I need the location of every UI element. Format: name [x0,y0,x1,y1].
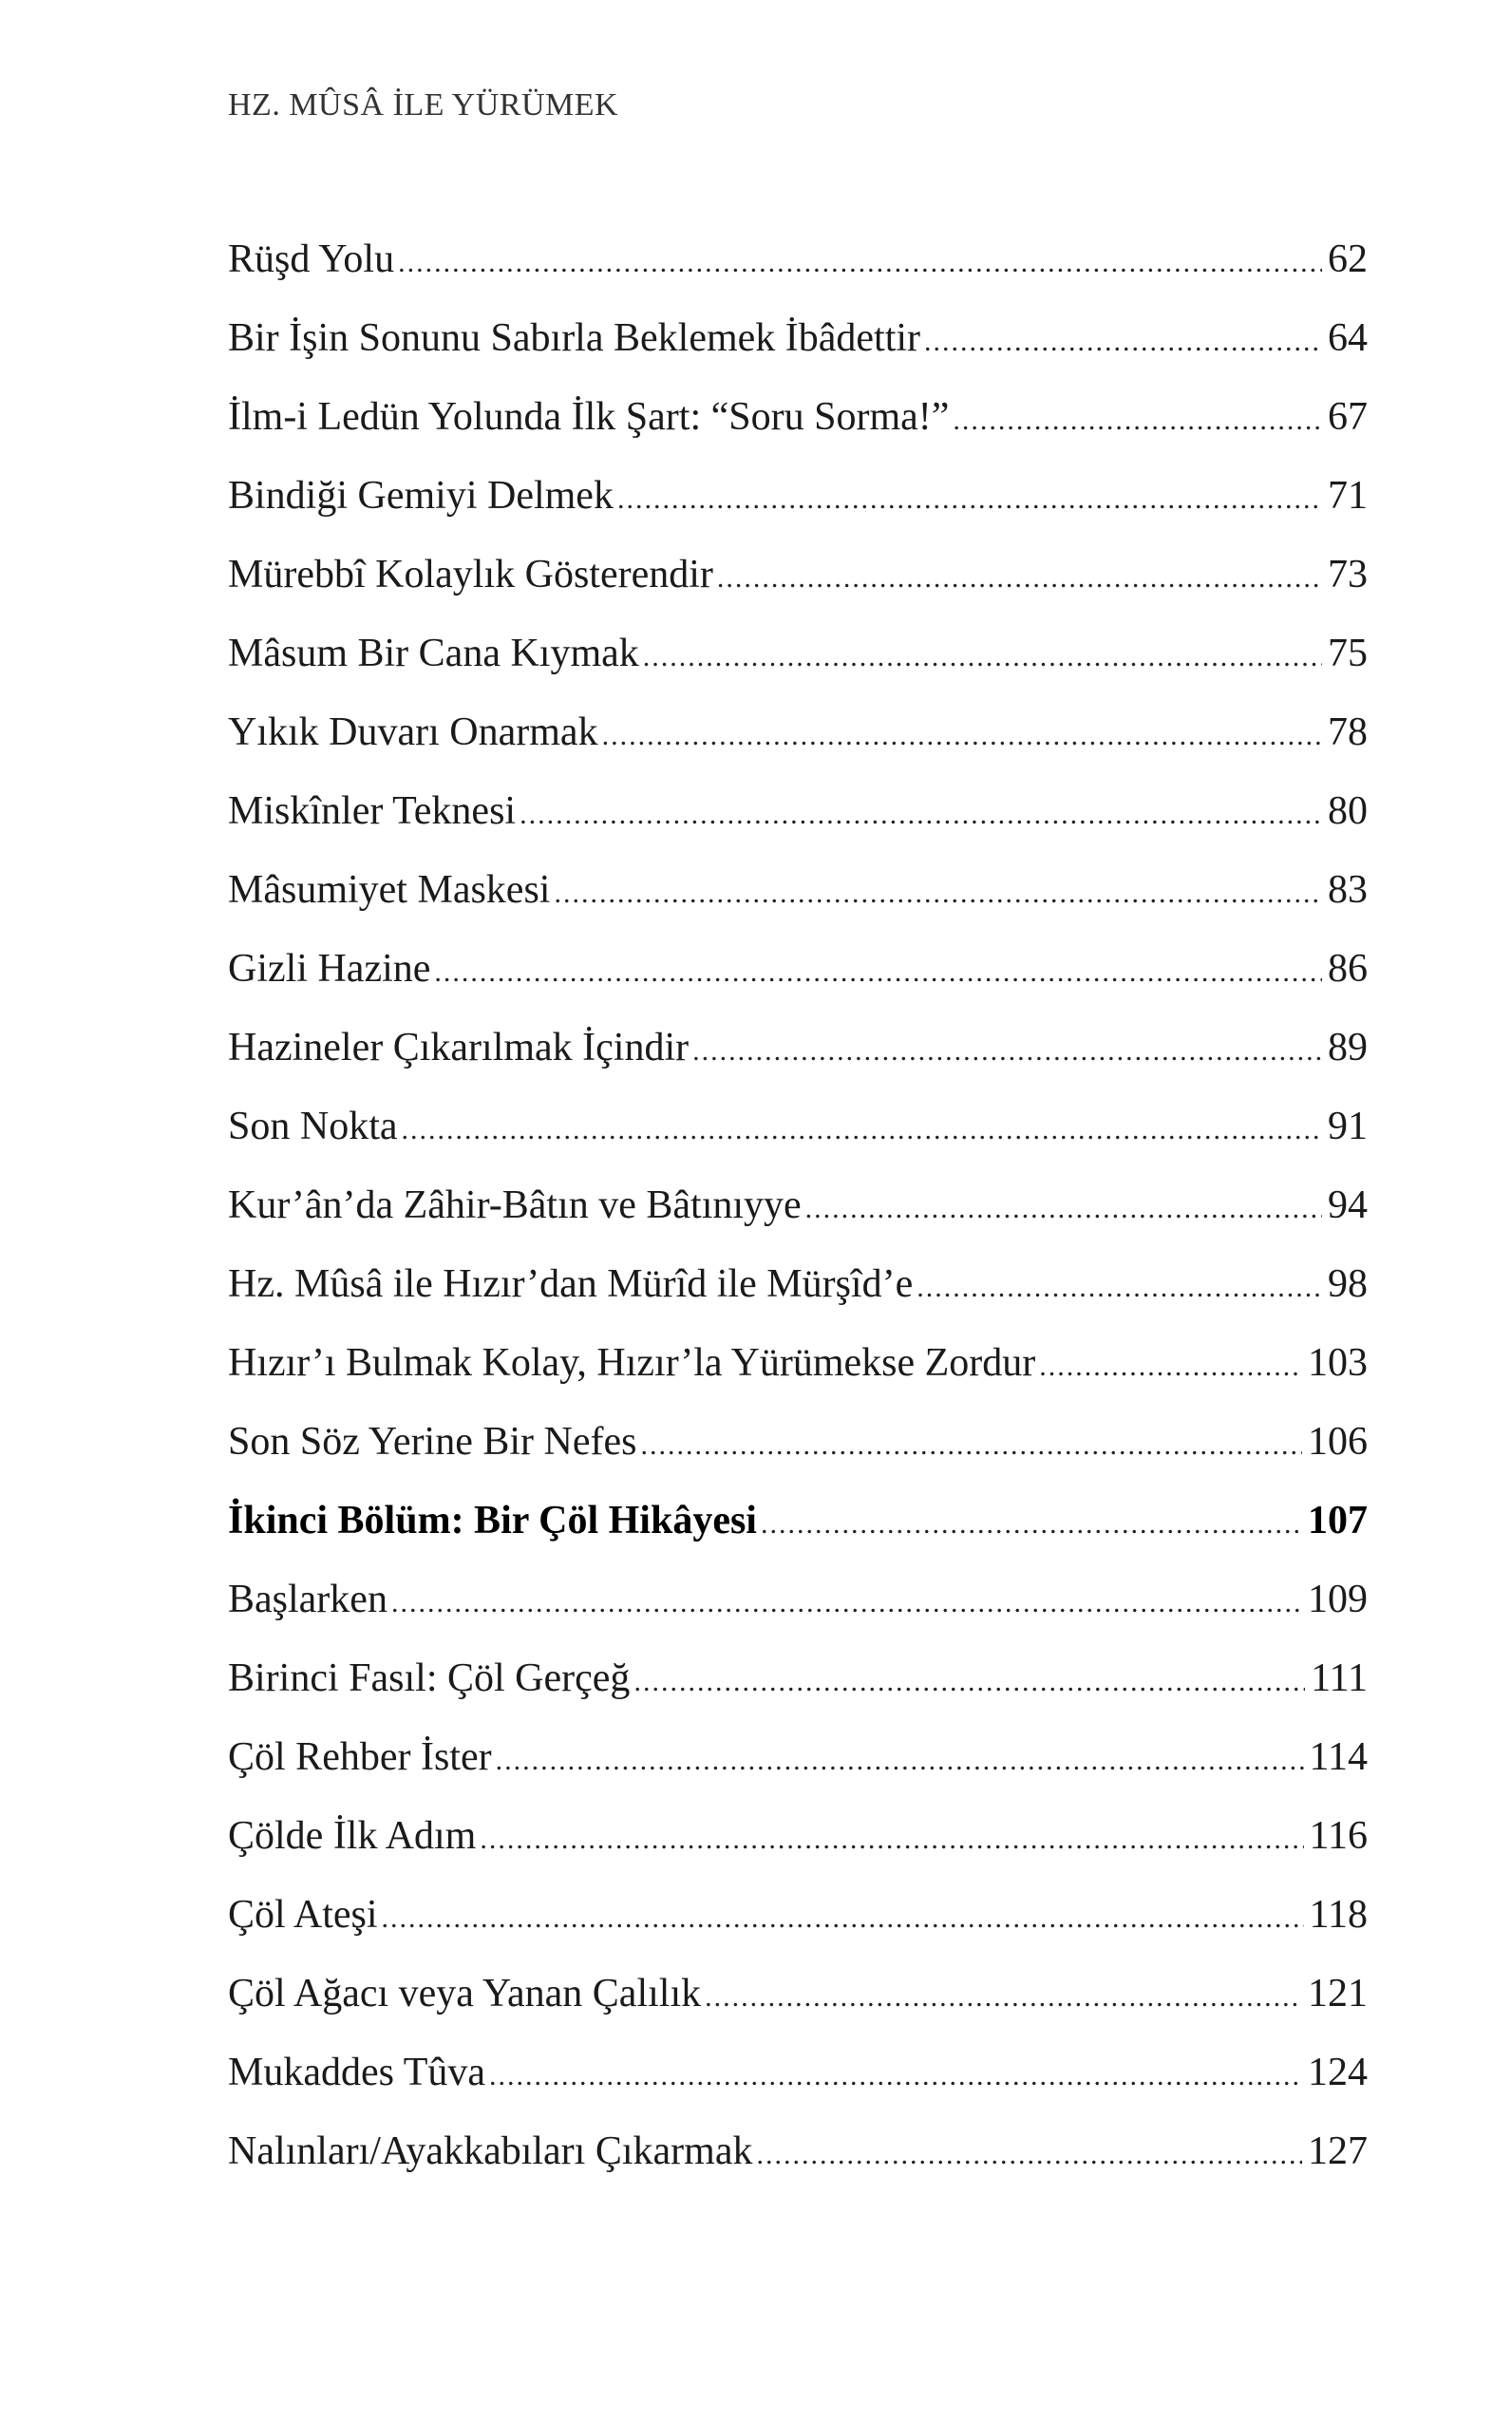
toc-entry-title: Çölde İlk Adım [228,1814,477,1858]
toc-entry-title: Çöl Ateşi [228,1893,378,1937]
toc-entry-title: Rüşd Yolu [228,237,395,281]
toc-entry [228,1403,1368,1482]
toc-entry-title: Bir İşin Sonunu Sabırla Beklemek İbâdettir [228,316,921,360]
toc-entry-title: Mâsum Bir Cana Kıymak [228,632,639,675]
toc-entry-page-number: 103 [1308,1341,1368,1385]
toc-dot-leader [554,854,1322,930]
toc-dot-leader [640,1406,1302,1482]
toc-dot-leader [924,302,1322,378]
toc-dot-leader [391,1563,1302,1639]
toc-entry-page-number: 73 [1328,553,1368,596]
toc-dot-leader [489,2036,1302,2112]
toc-dot-leader [1039,1327,1302,1403]
toc-entry-title: Bindiği Gemiyi Delmek [228,474,614,518]
table-of-contents [228,220,1368,2191]
toc-entry [228,1718,1368,1797]
toc-entry [228,299,1368,378]
toc-dot-leader [520,775,1322,851]
toc-dot-leader [756,2115,1302,2191]
toc-entry-title: Miskînler Teknesi [228,789,517,833]
toc-entry [228,1797,1368,1876]
toc-entry [228,1561,1368,1639]
toc-entry-title: Mâsumiyet Maskesi [228,868,551,912]
running-head: HZ. MÛSÂ İLE YÜRÜMEK [228,87,619,123]
toc-dot-leader [717,539,1322,615]
toc-entry-page-number: 78 [1328,710,1368,754]
toc-entry-page-number: 67 [1328,395,1368,439]
toc-entry [228,930,1368,1009]
toc-entry-page-number: 62 [1328,237,1368,281]
toc-entry [228,2112,1368,2191]
toc-dot-leader [633,1642,1305,1718]
toc-entry [228,1876,1368,1955]
toc-dot-leader [602,696,1322,772]
toc-entry-page-number: 91 [1328,1105,1368,1148]
toc-dot-leader [692,1012,1322,1088]
toc-entry-page-number: 83 [1328,868,1368,912]
toc-entry [228,1088,1368,1166]
toc-entry-title: Çöl Rehber İster [228,1735,492,1779]
toc-entry-title: Gizli Hazine [228,947,431,991]
toc-entry-page-number: 127 [1308,2129,1368,2173]
toc-entry-title: Hz. Mûsâ ile Hızır’dan Mürîd ile Mürşîd’e [228,1262,914,1306]
toc-dot-leader [917,1248,1322,1324]
toc-entry-title: Hızır’ı Bulmak Kolay, Hızır’la Yürümekse Zordur [228,1341,1036,1385]
toc-entry [228,220,1368,299]
toc-entry-page-number: 114 [1309,1735,1368,1779]
toc-entry-page-number: 75 [1328,632,1368,675]
toc-entry-page-number: 71 [1328,474,1368,518]
toc-entry-page-number: 94 [1328,1183,1368,1227]
toc-dot-leader [496,1721,1304,1797]
toc-dot-leader [382,1879,1304,1955]
toc-entry [228,2034,1368,2112]
toc-entry-title: Hazineler Çıkarılmak İçindir [228,1026,690,1069]
toc-entry-page-number: 106 [1308,1420,1368,1464]
toc-entry-title: Başlarken [228,1578,387,1621]
toc-entry-title: Çöl Ağacı veya Yanan Çalılık [228,1972,702,2015]
toc-entry-title: Kur’ân’da Zâhir-Bâtın ve Bâtınıyye [228,1183,802,1227]
toc-entry-title: Son Söz Yerine Bir Nefes [228,1420,637,1464]
toc-entry [228,1245,1368,1324]
toc-entry-title: Yıkık Duvarı Onarmak [228,710,598,754]
toc-dot-leader [805,1169,1322,1245]
toc-entry [228,378,1368,457]
toc-entry-title: Nalınları/Ayakkabıları Çıkarmak [228,2129,753,2173]
toc-dot-leader [402,1090,1323,1166]
toc-entry-page-number: 124 [1308,2051,1368,2094]
toc-dot-leader [643,617,1322,693]
toc-entry [228,1009,1368,1088]
toc-dot-leader [480,1800,1303,1876]
toc-entry [228,851,1368,930]
toc-entry-title: Birinci Fasıl: Çöl Gerçeğ [228,1656,631,1700]
toc-entry [228,693,1368,772]
toc-entry-page-number: 89 [1328,1026,1368,1069]
toc-section-heading [228,1482,1368,1561]
toc-dot-leader [705,1958,1302,2034]
toc-entry-page-number: 98 [1328,1262,1368,1306]
toc-entry-page-number: 107 [1308,1499,1368,1542]
toc-entry-title: Mürebbî Kolaylık Gösterendir [228,553,713,596]
toc-entry-title: Son Nokta [228,1105,398,1148]
toc-entry-page-number: 109 [1308,1578,1368,1621]
toc-entry-title: Mukaddes Tûva [228,2051,486,2094]
toc-entry [228,1955,1368,2034]
toc-entry [228,1324,1368,1403]
toc-dot-leader [434,933,1322,1009]
toc-entry-page-number: 111 [1311,1656,1368,1700]
toc-entry-page-number: 80 [1328,789,1368,833]
toc-entry [228,615,1368,693]
toc-entry-page-number: 86 [1328,947,1368,991]
toc-entry-page-number: 121 [1308,1972,1368,2015]
toc-entry-title: İlm-i Ledün Yolunda İlk Şart: “Soru Sorma!” [228,395,950,439]
toc-dot-leader [398,223,1322,299]
toc-entry [228,772,1368,851]
toc-dot-leader [953,381,1322,457]
toc-dot-leader [761,1485,1302,1561]
toc-entry [228,1639,1368,1718]
toc-entry [228,536,1368,615]
toc-entry-page-number: 116 [1309,1814,1368,1858]
toc-entry-page-number: 118 [1309,1893,1368,1937]
toc-entry-title: İkinci Bölüm: Bir Çöl Hikâyesi [228,1499,757,1542]
toc-dot-leader [617,460,1322,536]
toc-entry [228,457,1368,536]
toc-entry [228,1166,1368,1245]
toc-entry-page-number: 64 [1328,316,1368,360]
